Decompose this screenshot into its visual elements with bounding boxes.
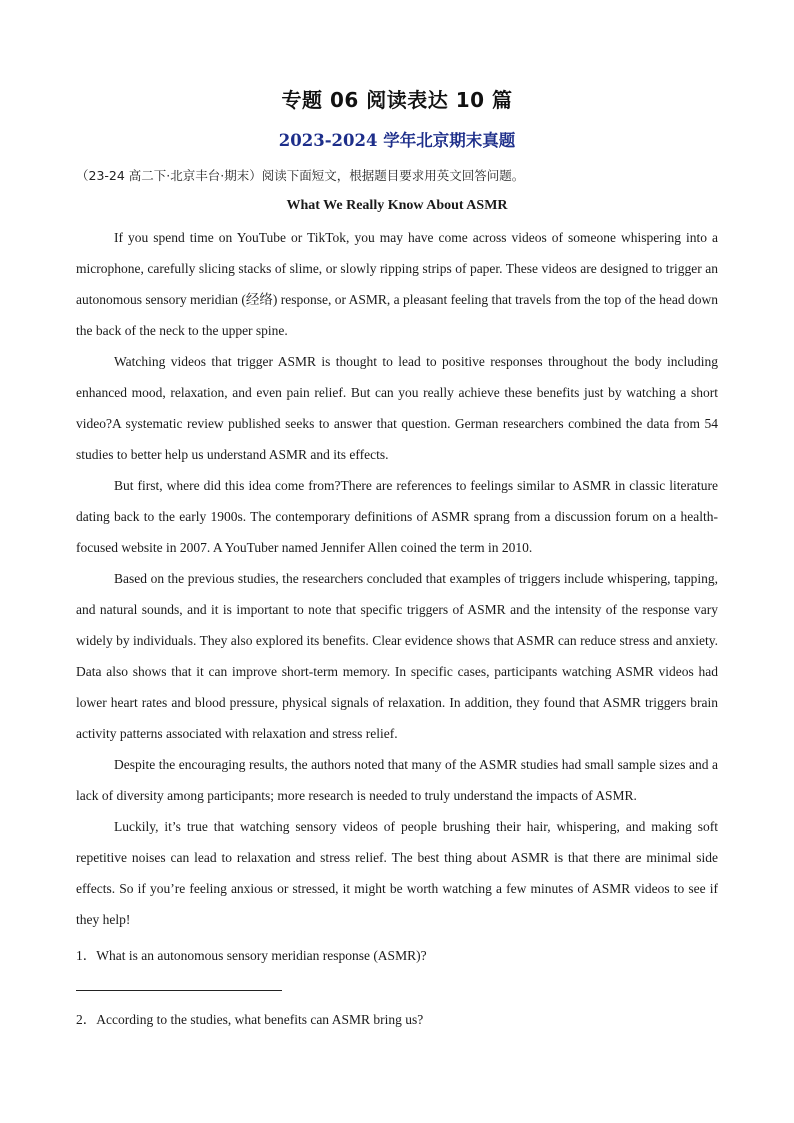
paragraph: If you spend time on YouTube or TikTok, you may have come across videos of someone whispering into a microphone, carefully slicing stacks of slime, or slowly ripping strips of paper. These videos are designed to trigger an autonomous sensory meridian (经络) response, or ASMR, a pleasant feeling that travels from the top of the head down the back of the neck to the upper spine. xyxy=(76,230,718,338)
paragraph: Watching videos that trigger ASMR is thought to lead to positive responses throughout the body including enhanced mood, relaxation, and even pain relief. But can you really achieve these benefits just by watching a short video?A systematic review published seeks to answer that question. German researchers combined the data from 54 studies to better help us understand ASMR and its effects. xyxy=(76,354,718,462)
question-1 xyxy=(76,944,427,964)
page-title: 专题 06 阅读表达 10 篇 xyxy=(281,88,513,112)
instruction-text: （23-24 高二下·北京丰台·期末）阅读下面短文，根据题目要求用英文回答问题。 xyxy=(76,168,525,183)
question-text: According to the studies, what benefits can ASMR bring us? xyxy=(96,1012,424,1027)
paragraph: Despite the encouraging results, the authors noted that many of the ASMR studies had small sample sizes and a lack of diversity among participants; more research is needed to truly understand the impacts of ASMR. xyxy=(76,757,718,803)
question-number: 2． xyxy=(76,1012,97,1027)
passage-title: What We Really Know About ASMR xyxy=(286,198,508,213)
paragraph: Luckily, it’s true that watching sensory videos of people brushing their hair, whispering, and making soft repetitive noises can lead to relaxation and stress relief. The best thing about ASMR is that there are minimal side effects. So if you’re feeling anxious or stressed, it might be worth watching a few minutes of ASMR videos to see if they help! xyxy=(76,819,718,927)
question-number: 1． xyxy=(76,948,97,963)
page-subtitle: 2023-2024 学年北京期末真题 xyxy=(278,131,516,150)
answer-line[interactable] xyxy=(76,990,282,991)
question-text: What is an autonomous sensory meridian response (ASMR)? xyxy=(96,948,427,963)
passage-body xyxy=(76,222,718,935)
question-2 xyxy=(76,1008,423,1028)
paragraph: But first, where did this idea come from?There are references to feelings similar to ASMR in classic literature dating back to the early 1900s. The contemporary definitions of ASMR sprang from a discussion forum on a health-focused website in 2007. A YouTuber named Jennifer Allen coined the term in 2010. xyxy=(76,478,718,555)
paragraph: Based on the previous studies, the researchers concluded that examples of triggers include whispering, tapping, and natural sounds, and it is important to note that specific triggers of ASMR and the intensity of the response vary widely by individuals. They also explored its benefits. Clear evidence shows that ASMR can reduce stress and anxiety. Data also shows that it can improve short-term memory. In specific cases, participants watching ASMR videos had lower heart rates and blood pressure, physical signals of relaxation. In addition, they found that ASMR triggers brain activity patterns associated with relaxation and stress relief. xyxy=(76,571,718,741)
